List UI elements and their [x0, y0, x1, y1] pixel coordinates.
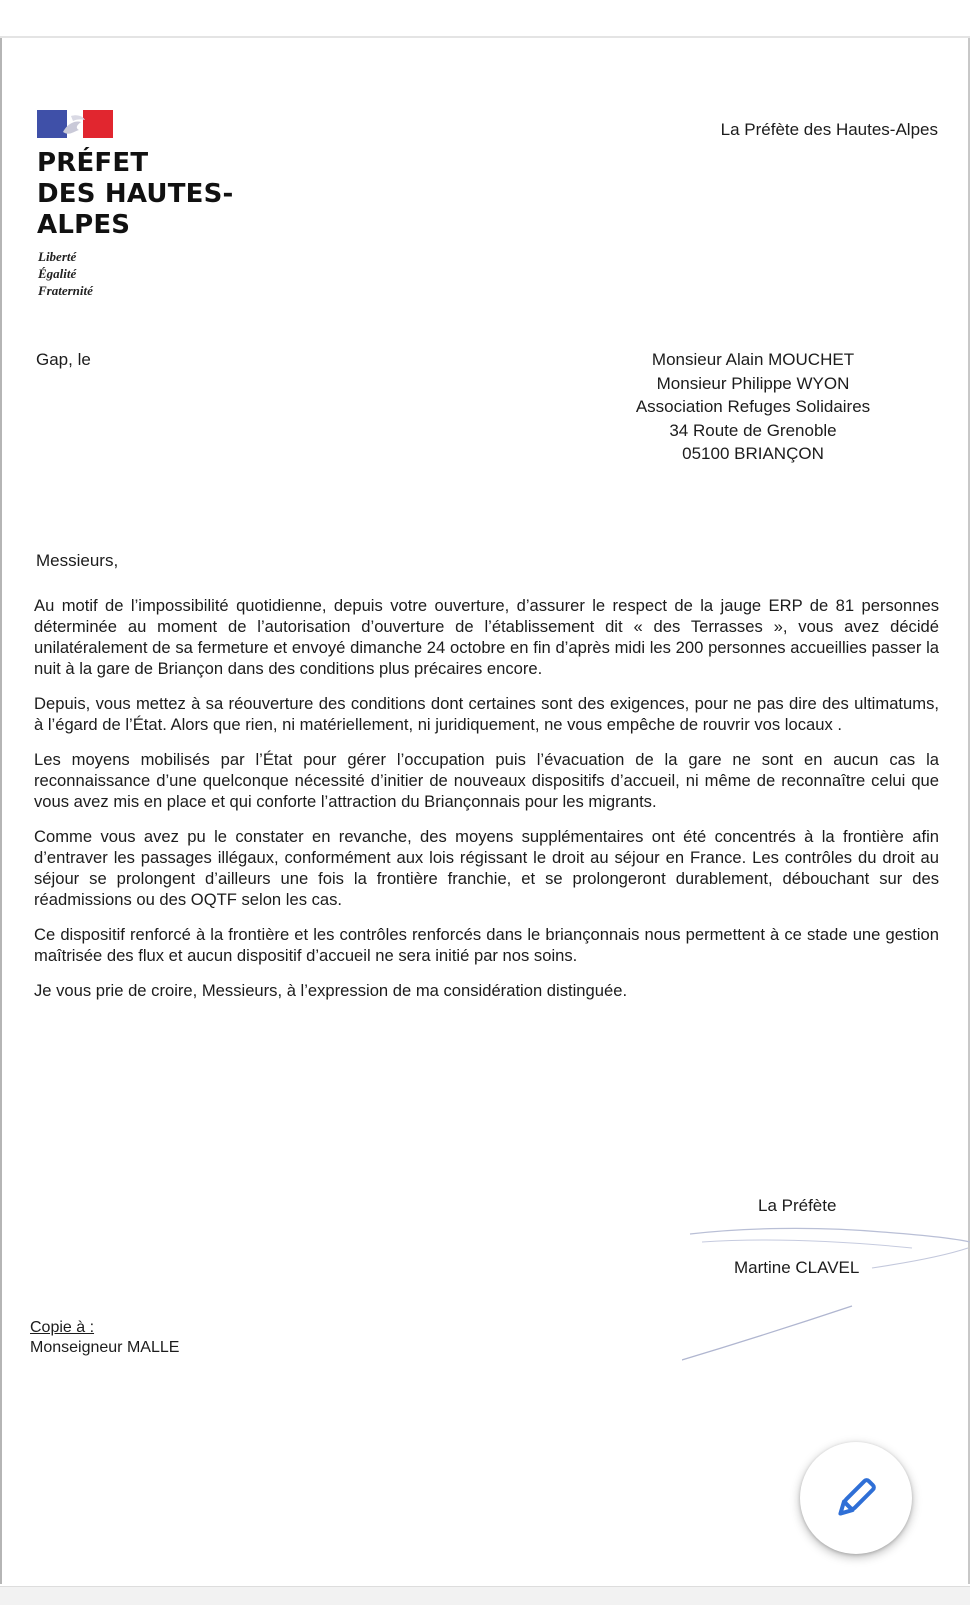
republic-motto: [38, 248, 93, 299]
recipient-address: [593, 348, 913, 466]
motto-line: Fraternité: [38, 283, 93, 298]
prefecture-line: ALPES: [37, 210, 131, 240]
body-paragraph: Ce dispositif renforcé à la frontière et les contrôles renforcés dans le briançonnais nous permettent à ce stade une gestion maîtrisée des flux et aucun dispositif d’accueil ne sera initié par nos soins.: [34, 925, 939, 965]
handwritten-signature: [682, 1218, 970, 1378]
signatory-name: Martine CLAVEL: [734, 1258, 860, 1277]
motto-line: Liberté: [38, 249, 77, 264]
place-date: Gap, le: [36, 350, 91, 369]
viewer-bottom-bar: [0, 1586, 970, 1605]
prefecture-line: DES HAUTES-: [37, 179, 234, 209]
body-paragraph: Comme vous avez pu le constater en revanche, des moyens supplémentaires ont été concentrés à la frontière afin d’entraver les passages illégaux, conformément aux lois régissant le droit au séjour en France. Les contrôles du droit au séjour se prolongent d’ailleurs une fois la frontière franchie, et se prolongeront durablement, débouchant sur des réadmissions ou des OQTF selon les cas.: [34, 827, 939, 909]
pencil-edit-icon: [831, 1473, 881, 1523]
signatory-title: La Préfète: [758, 1196, 837, 1215]
recipient-line: 34 Route de Grenoble: [669, 420, 837, 440]
sender-heading: La Préfète des Hautes-Alpes: [720, 120, 938, 139]
recipient-line: Association Refuges Solidaires: [635, 397, 871, 416]
body-paragraph: Les moyens mobilisés par l’État pour gérer l’occupation puis l’évacuation de la gare ne sont en aucun cas la reconnaissance d’une quelconque nécessité d’initier de nouveaux dispositifs d’accueil, ni même de reconnaître celui que vous avez mis en place et qui conforte l’attraction du Briançonnais pour les migrants.: [34, 750, 939, 811]
viewer-top-bar: [0, 0, 970, 38]
closing-paragraph: Je vous prie de croire, Messieurs, à l’expression de ma considération distinguée.: [34, 981, 628, 1000]
recipient-line: Monsieur Alain MOUCHET: [651, 350, 855, 369]
letter-body: [34, 595, 939, 1015]
letter-page: [0, 38, 970, 1584]
copy-recipient: Monseigneur MALLE: [30, 1339, 180, 1356]
salutation: Messieurs,: [36, 551, 119, 570]
edit-button[interactable]: [800, 1442, 912, 1554]
motto-line: Égalité: [38, 266, 77, 281]
prefecture-line: PRÉFET: [37, 148, 149, 178]
recipient-line: Monsieur Philippe WYON: [656, 373, 850, 393]
copy-label: Copie à :: [30, 1319, 95, 1336]
recipient-line: 05100 BRIANÇON: [682, 444, 824, 463]
body-paragraph: Au motif de l’impossibilité quotidienne, depuis votre ouverture, d’assurer le respect de la jauge ERP de 81 personnes déterminée au moment de l’autorisation d’ouverture de l’établissement dit « des Terrasses », vous avez décidé unilatéralement de sa fermeture et envoyé dimanche 24 octobre en fin d’après midi les 200 personnes accueillies passer la nuit à la gare de Briançon dans des conditions plus précaires encore.: [34, 596, 939, 678]
prefecture-name: [37, 148, 234, 241]
copy-to-block: [30, 1318, 179, 1358]
body-paragraph: Depuis, vous mettez à sa réouverture des conditions dont certaines sont des exigences, pour ne pas dire des ultimatums, à l’égard de l’État. Alors que rien, ni matériellement, ni juridiquement, ne vous empêche de rouvrir vos locaux .: [34, 694, 939, 734]
marianne-flag-logo: [37, 110, 113, 138]
